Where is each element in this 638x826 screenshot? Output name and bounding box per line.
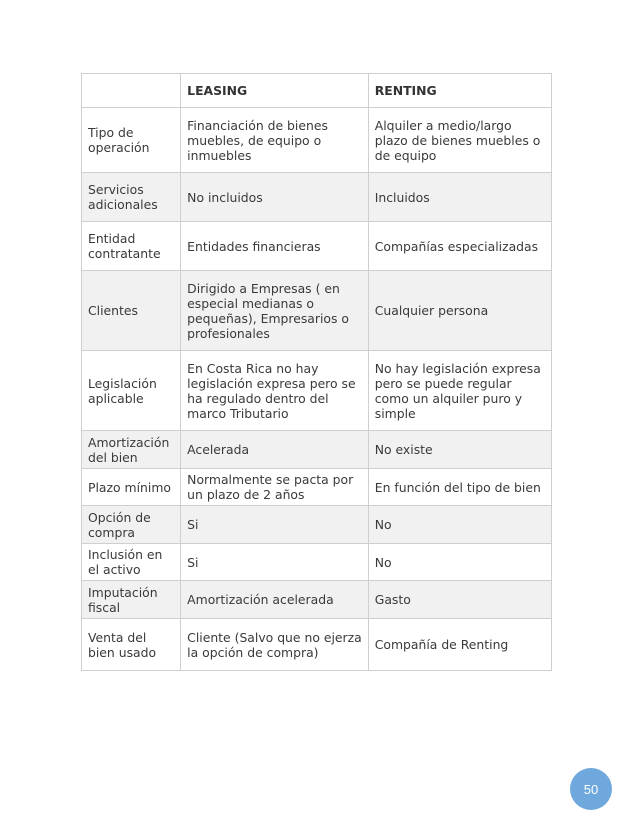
- leasing-cell: Dirigido a Empresas ( en especial medianas o pequeñas), Empresarios o profesionales: [181, 271, 369, 351]
- row-label: Imputación fiscal: [82, 581, 181, 619]
- header-renting: RENTING: [368, 74, 551, 108]
- table-row: [82, 173, 552, 222]
- leasing-cell: Cliente (Salvo que no ejerza la opción de compra): [181, 619, 369, 671]
- comparison-table: [81, 73, 552, 671]
- leasing-cell: Entidades financieras: [181, 222, 369, 271]
- renting-cell: Gasto: [368, 581, 551, 619]
- renting-cell: Compañía de Renting: [368, 619, 551, 671]
- renting-cell: No: [368, 506, 551, 544]
- table-header-row: [82, 74, 552, 108]
- renting-cell: No existe: [368, 431, 551, 469]
- renting-cell: Alquiler a medio/largo plazo de bienes muebles o de equipo: [368, 108, 551, 173]
- table-row: [82, 506, 552, 544]
- row-label: Clientes: [82, 271, 181, 351]
- row-label: Legislación aplicable: [82, 351, 181, 431]
- row-label: Entidad contratante: [82, 222, 181, 271]
- row-label: Servicios adicionales: [82, 173, 181, 222]
- table-row: [82, 619, 552, 671]
- leasing-cell: Acelerada: [181, 431, 369, 469]
- renting-cell: En función del tipo de bien: [368, 469, 551, 506]
- leasing-cell: Financiación de bienes muebles, de equipo o inmuebles: [181, 108, 369, 173]
- row-label: Inclusión en el activo: [82, 544, 181, 581]
- renting-cell: Incluidos: [368, 173, 551, 222]
- table-row: [82, 431, 552, 469]
- row-label: Amortización del bien: [82, 431, 181, 469]
- leasing-cell: Amortización acelerada: [181, 581, 369, 619]
- table-row: [82, 271, 552, 351]
- renting-cell: Cualquier persona: [368, 271, 551, 351]
- table-row: [82, 469, 552, 506]
- table-row: [82, 108, 552, 173]
- header-leasing: LEASING: [181, 74, 369, 108]
- leasing-cell: Normalmente se pacta por un plazo de 2 años: [181, 469, 369, 506]
- page-number-badge: [570, 768, 612, 810]
- row-label: Tipo de operación: [82, 108, 181, 173]
- table-row: [82, 581, 552, 619]
- leasing-cell: Si: [181, 506, 369, 544]
- header-empty-cell: [82, 74, 181, 108]
- renting-cell: No hay legislación expresa pero se puede regular como un alquiler puro y simple: [368, 351, 551, 431]
- row-label: Venta del bien usado: [82, 619, 181, 671]
- leasing-cell: No incluidos: [181, 173, 369, 222]
- row-label: Plazo mínimo: [82, 469, 181, 506]
- leasing-cell: Si: [181, 544, 369, 581]
- row-label: Opción de compra: [82, 506, 181, 544]
- table-row: [82, 351, 552, 431]
- renting-cell: Compañías especializadas: [368, 222, 551, 271]
- table-row: [82, 544, 552, 581]
- leasing-cell: En Costa Rica no hay legislación expresa pero se ha regulado dentro del marco Tributario: [181, 351, 369, 431]
- table-row: [82, 222, 552, 271]
- page-number: 50: [583, 781, 599, 797]
- renting-cell: No: [368, 544, 551, 581]
